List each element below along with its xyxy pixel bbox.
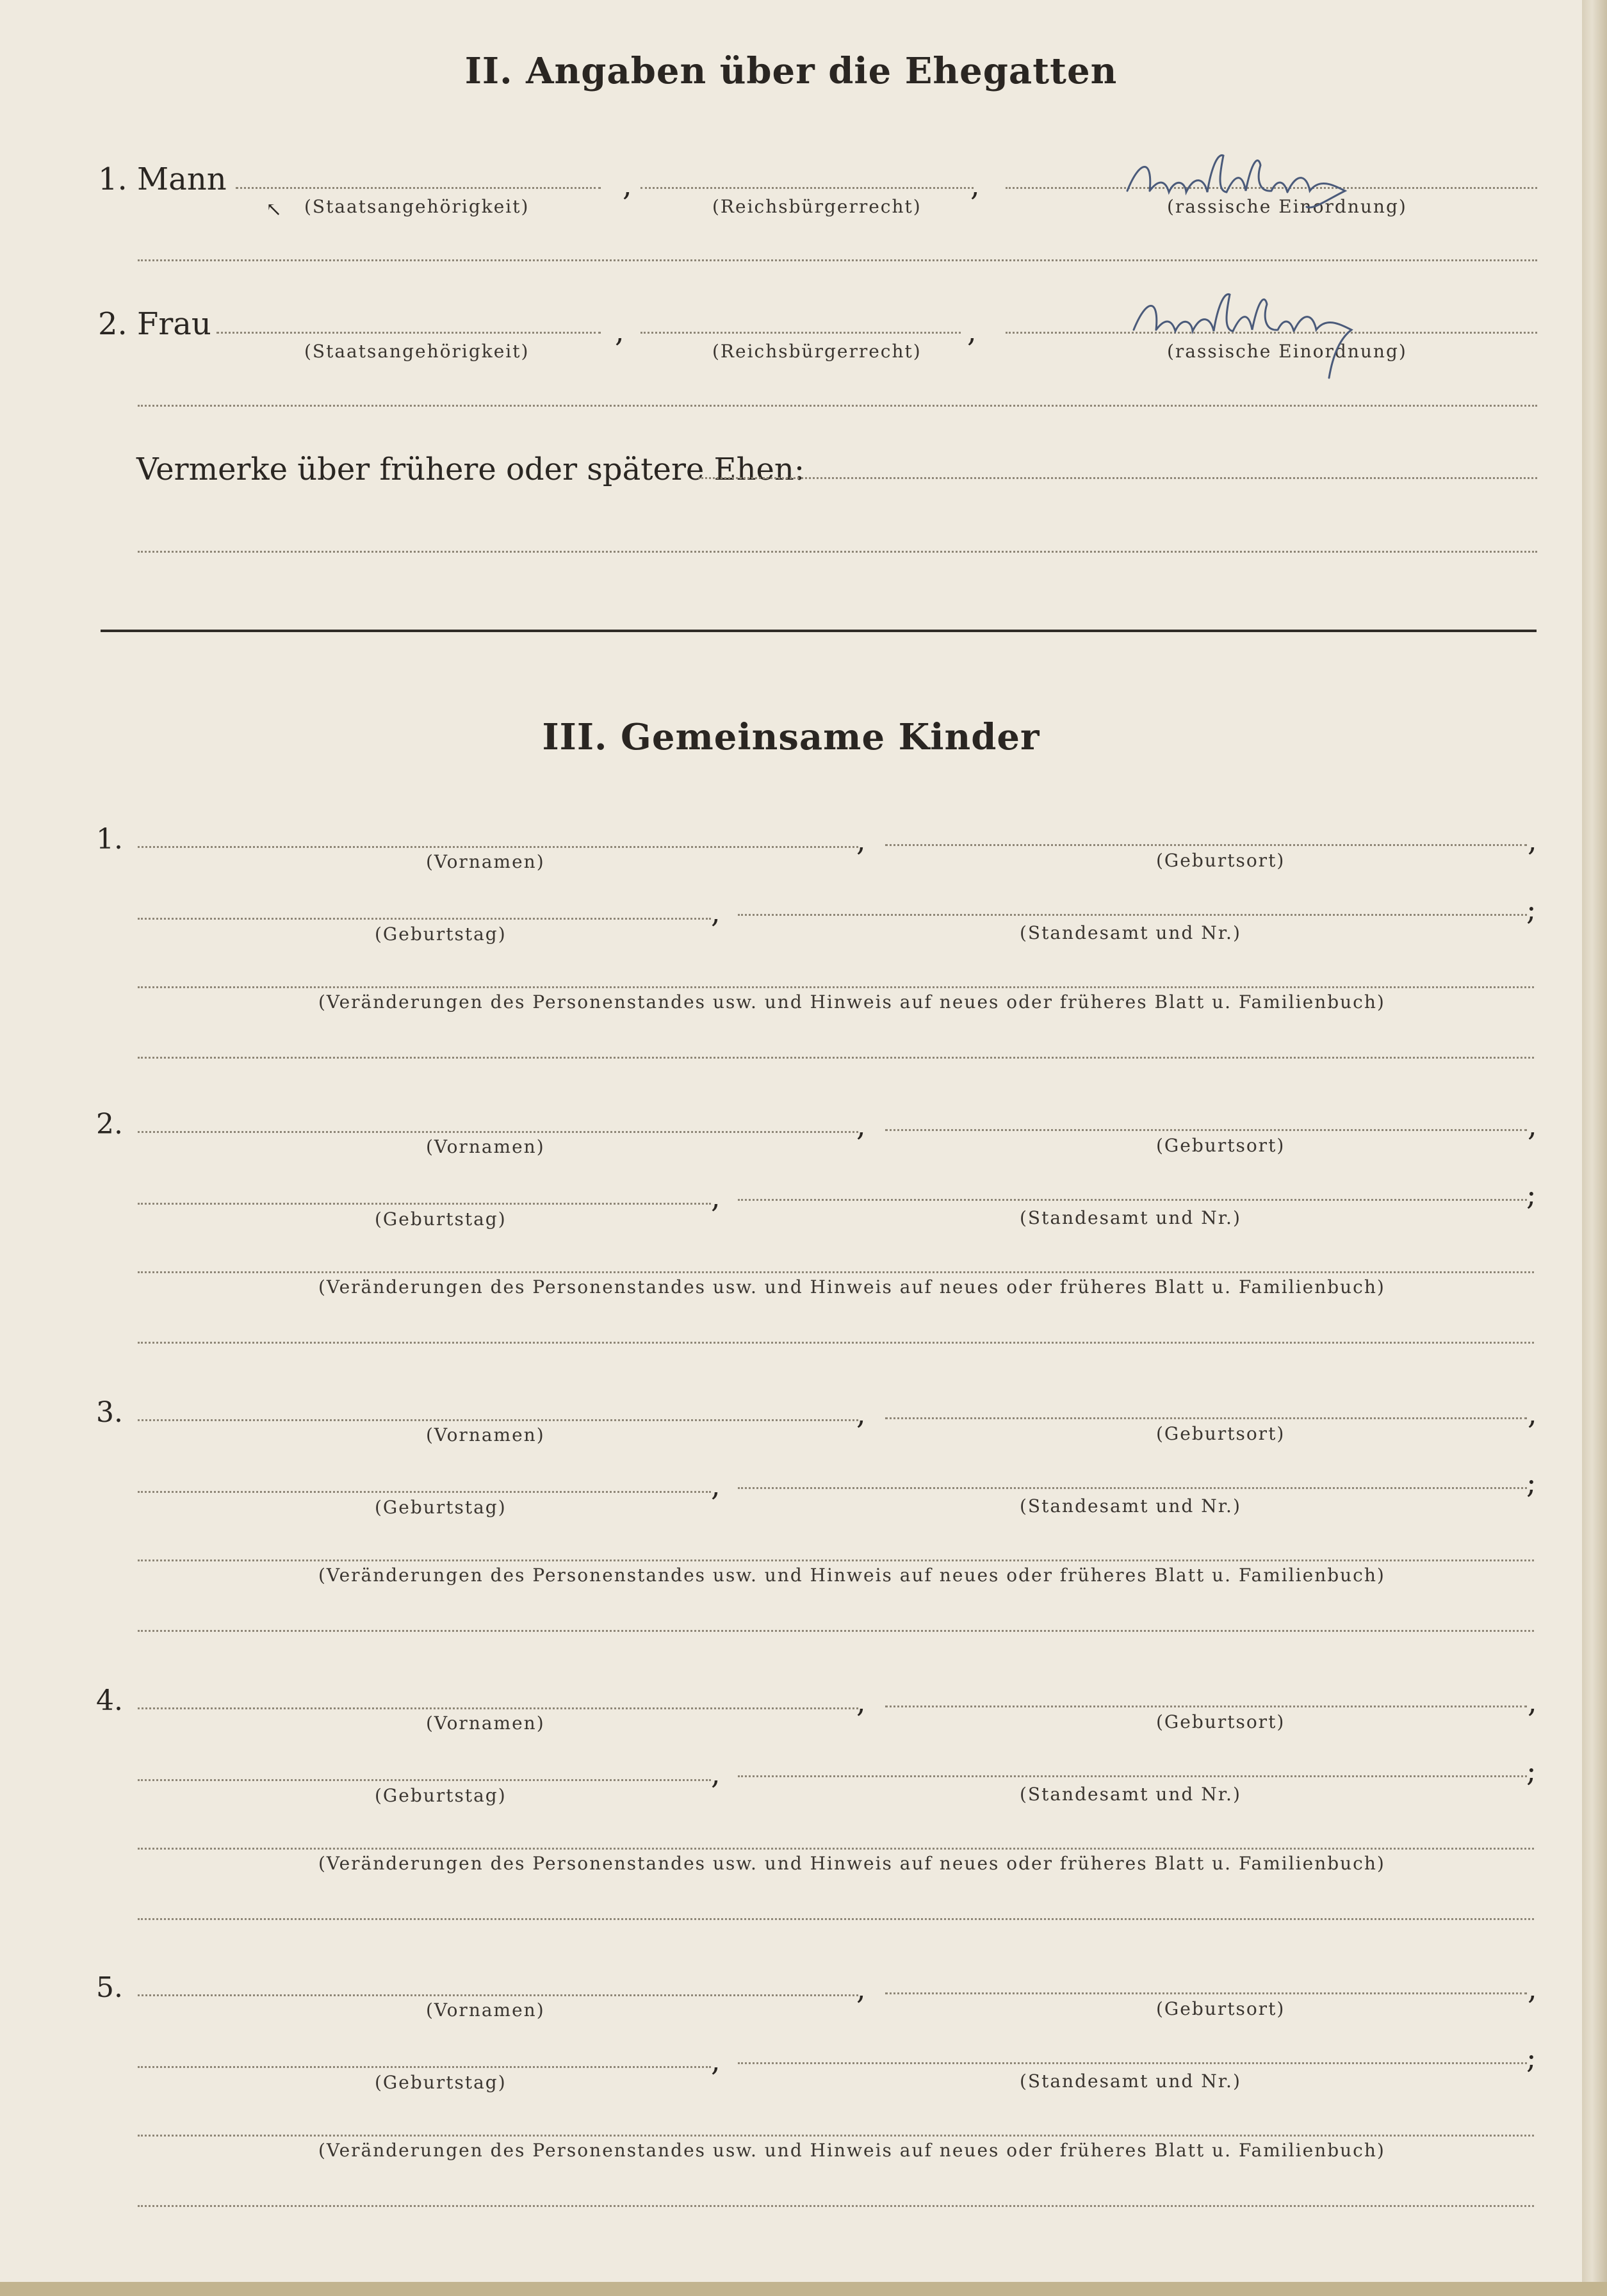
man-staat-field[interactable]	[236, 187, 601, 189]
child-geburtsort-caption: (Geburtsort)	[1156, 1711, 1285, 1732]
woman-rasse-caption: (rassische Einordnung)	[1167, 341, 1407, 362]
child-standesamt-caption: (Standesamt und Nr.)	[1020, 1207, 1241, 1228]
child-standesamt-field[interactable]	[738, 2062, 1527, 2064]
child-changes-caption: (Veränderungen des Personenstandes usw. und Hinweis auf neues oder früheres Blatt u. Familienbuch)	[318, 991, 1385, 1013]
child-geburtsort-caption: (Geburtsort)	[1156, 1135, 1285, 1156]
child-changes-field[interactable]	[138, 2135, 1534, 2137]
child-geburtsort-field[interactable]	[885, 1706, 1527, 1707]
notes-field-2[interactable]	[138, 551, 1537, 553]
child-standesamt-field[interactable]	[738, 1487, 1527, 1489]
child-geburtsort-caption: (Geburtsort)	[1156, 850, 1285, 871]
child-changes-field-2[interactable]	[138, 1918, 1534, 1920]
child-standesamt-field[interactable]	[738, 1775, 1527, 1777]
man-extra-line[interactable]	[138, 259, 1537, 261]
child-geburtstag-field[interactable]	[138, 1491, 711, 1493]
man-rasse-caption: (rassische Einordnung)	[1167, 196, 1407, 217]
child-vornamen-field[interactable]	[138, 1419, 858, 1421]
comma: ,	[1528, 1684, 1537, 1719]
comma: ,	[615, 314, 624, 348]
woman-reich-field[interactable]	[640, 332, 961, 334]
child-vornamen-caption: (Vornamen)	[426, 1713, 545, 1734]
child-changes-field[interactable]	[138, 1559, 1534, 1561]
child-changes-field-2[interactable]	[138, 1342, 1534, 1344]
comma: ,	[711, 1468, 721, 1502]
child-geburtstag-caption: (Geburtstag)	[375, 1497, 507, 1518]
child-geburtsort-caption: (Geburtsort)	[1156, 1998, 1285, 2019]
child-standesamt-caption: (Standesamt und Nr.)	[1020, 2071, 1241, 2092]
page-edge	[1582, 0, 1607, 2296]
child-changes-field[interactable]	[138, 986, 1534, 988]
child-changes-field-2[interactable]	[138, 1057, 1534, 1059]
child-vornamen-caption: (Vornamen)	[426, 851, 545, 872]
binding-cloth	[0, 2282, 1607, 2296]
man-staat-caption: (Staatsangehörigkeit)	[304, 196, 530, 217]
child-vornamen-field[interactable]	[138, 846, 858, 848]
section-2-heading: II. Angaben über die Ehegatten	[464, 50, 1118, 92]
comma: ,	[711, 1180, 721, 1214]
child-geburtsort-field[interactable]	[885, 1992, 1527, 1994]
section-3-heading: III. Gemeinsame Kinder	[542, 716, 1040, 758]
woman-staat-field[interactable]	[216, 332, 601, 334]
child-standesamt-caption: (Standesamt und Nr.)	[1020, 922, 1241, 943]
woman-extra-line[interactable]	[138, 405, 1537, 407]
child-number: 3.	[96, 1396, 123, 1429]
child-vornamen-caption: (Vornamen)	[426, 1999, 545, 2021]
tick-mark: ↖	[266, 199, 282, 221]
child-geburtstag-caption: (Geburtstag)	[375, 2072, 507, 2093]
semicolon: ;	[1526, 1465, 1537, 1500]
child-geburtsort-caption: (Geburtsort)	[1156, 1423, 1285, 1444]
comma: ,	[1528, 823, 1537, 858]
child-geburtsort-field[interactable]	[885, 844, 1527, 846]
child-geburtstag-field[interactable]	[138, 1779, 711, 1781]
child-changes-caption: (Veränderungen des Personenstandes usw. und Hinweis auf neues oder früheres Blatt u. Familienbuch)	[318, 1276, 1385, 1298]
semicolon: ;	[1526, 1177, 1537, 1212]
comma: ,	[967, 314, 977, 348]
child-number: 2.	[96, 1108, 123, 1141]
section-divider	[101, 630, 1537, 632]
semicolon: ;	[1526, 1754, 1537, 1788]
woman-reich-caption: (Reichsbürgerrecht)	[712, 341, 922, 362]
man-rasse-handwriting	[1114, 146, 1371, 216]
man-reich-field[interactable]	[640, 187, 974, 189]
child-changes-field[interactable]	[138, 1848, 1534, 1850]
semicolon: ;	[1526, 892, 1537, 927]
child-geburtstag-field[interactable]	[138, 918, 711, 920]
comma: ,	[711, 1756, 721, 1791]
man-reich-caption: (Reichsbürgerrecht)	[712, 196, 922, 217]
comma: ,	[970, 168, 980, 202]
comma: ,	[1528, 1396, 1537, 1431]
child-changes-caption: (Veränderungen des Personenstandes usw. und Hinweis auf neues oder früheres Blatt u. Familienbuch)	[318, 1853, 1385, 1874]
comma: ,	[1528, 1108, 1537, 1143]
comma: ,	[856, 1684, 866, 1719]
child-vornamen-field[interactable]	[138, 1707, 858, 1709]
comma: ,	[1528, 1971, 1537, 2006]
child-changes-caption: (Veränderungen des Personenstandes usw. und Hinweis auf neues oder früheres Blatt u. Familienbuch)	[318, 2140, 1385, 2161]
comma: ,	[856, 1396, 866, 1431]
notes-label: Vermerke über frühere oder spätere Ehen:	[136, 452, 804, 487]
comma: ,	[711, 2043, 721, 2078]
child-changes-field-2[interactable]	[138, 2205, 1534, 2207]
child-changes-field[interactable]	[138, 1271, 1534, 1273]
woman-staat-caption: (Staatsangehörigkeit)	[304, 341, 530, 362]
comma: ,	[711, 895, 721, 929]
child-geburtstag-field[interactable]	[138, 1203, 711, 1205]
child-vornamen-caption: (Vornamen)	[426, 1424, 545, 1445]
comma: ,	[856, 1971, 866, 2006]
woman-rasse-handwriting	[1121, 282, 1390, 391]
child-standesamt-field[interactable]	[738, 914, 1527, 916]
child-geburtsort-field[interactable]	[885, 1129, 1527, 1131]
child-number: 1.	[96, 823, 123, 856]
semicolon: ;	[1526, 2040, 1537, 2075]
child-geburtstag-caption: (Geburtstag)	[375, 924, 507, 945]
child-vornamen-field[interactable]	[138, 1994, 858, 1996]
child-standesamt-caption: (Standesamt und Nr.)	[1020, 1495, 1241, 1517]
man-label: 1. Mann	[98, 161, 227, 197]
comma: ,	[856, 1108, 866, 1143]
child-vornamen-caption: (Vornamen)	[426, 1136, 545, 1157]
notes-field-1[interactable]	[698, 477, 1537, 479]
child-changes-caption: (Veränderungen des Personenstandes usw. und Hinweis auf neues oder früheres Blatt u. Familienbuch)	[318, 1565, 1385, 1586]
child-standesamt-caption: (Standesamt und Nr.)	[1020, 1784, 1241, 1805]
child-geburtstag-field[interactable]	[138, 2066, 711, 2068]
comma: ,	[856, 823, 866, 858]
child-geburtstag-caption: (Geburtstag)	[375, 1209, 507, 1230]
child-vornamen-field[interactable]	[138, 1131, 858, 1133]
child-number: 5.	[96, 1971, 123, 2004]
child-geburtsort-field[interactable]	[885, 1417, 1527, 1419]
child-standesamt-field[interactable]	[738, 1199, 1527, 1201]
child-number: 4.	[96, 1684, 123, 1717]
woman-label: 2. Frau	[98, 306, 211, 342]
comma: ,	[623, 168, 632, 202]
child-changes-field-2[interactable]	[138, 1630, 1534, 1632]
child-geburtstag-caption: (Geburtstag)	[375, 1785, 507, 1806]
